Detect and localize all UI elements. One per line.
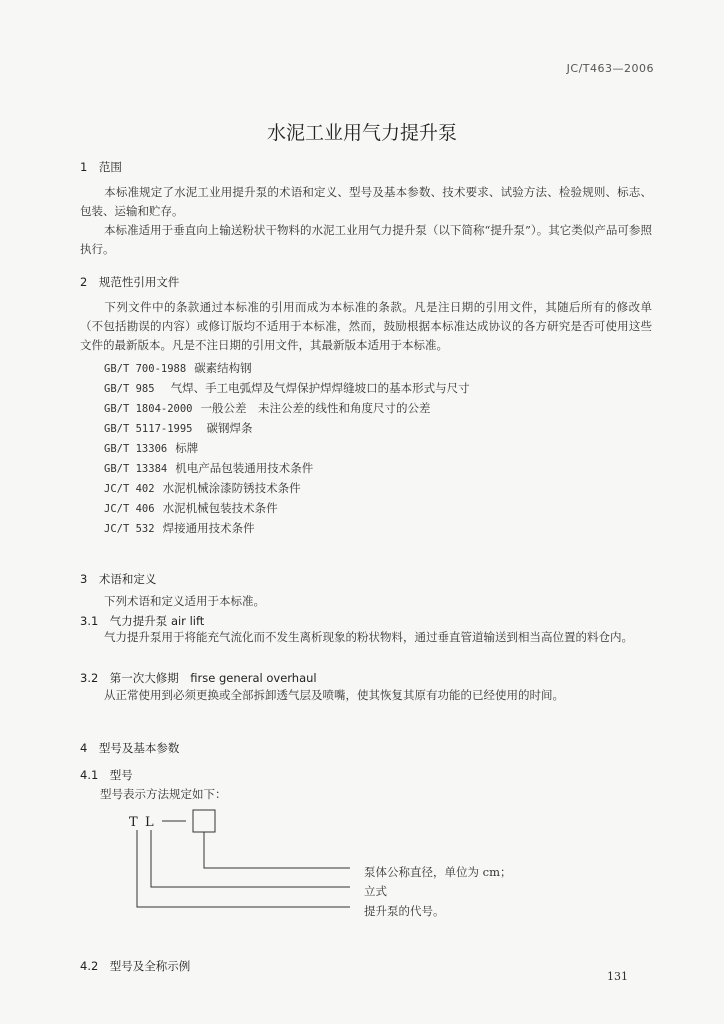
reference-title: 机电产品包装通用技术条件 — [175, 461, 314, 475]
reference-title: 气焊、手工电弧焊及气焊保护焊焊缝坡口的基本形式与尺寸 — [170, 381, 470, 395]
reference-code: GB/T 5117-1995 — [104, 423, 193, 435]
section-1-paragraph-2-text: 本标准适用于垂直向上输送粉状干物料的水泥工业用气力提升泵（以下简称“提升泵”）。其它类似产品可参照执行。 — [80, 223, 652, 256]
leader-line-vertical — [151, 830, 350, 887]
reference-title: 标牌 — [175, 441, 199, 455]
reference-code: GB/T 13306 — [104, 443, 168, 455]
reference-code: JC/T 406 — [104, 503, 155, 515]
reference-title: 水泥机械包装技术条件 — [162, 501, 278, 515]
reference-title: 碳素结构钢 — [194, 361, 252, 375]
diagram-label-code: 提升泵的代号。 — [364, 904, 445, 918]
diagram-label-diameter: 泵体公称直径，单位为 cm； — [364, 865, 512, 879]
reference-code: JC/T 532 — [104, 523, 155, 535]
term-3-2-heading: 3.2 第一次大修期 firse general overhaul — [80, 671, 317, 685]
section-2-paragraph-text: 下列文件中的条款通过本标准的引用而成为本标准的条款。凡是注日期的引用文件，其随后所有的修改单（不包括勘误的内容）或修订版均不适用于本标准，然而，鼓励根据本标准达成协议的各方研究是否可使用这些文件的最新版本。凡是不注日期的引用文件，其最新版本适用于本标准。 — [80, 300, 652, 352]
reference-title: 水泥机械涂漆防锈技术条件 — [162, 481, 301, 495]
reference-code: GB/T 700-1988 — [104, 363, 187, 375]
diameter-placeholder-box — [193, 810, 215, 832]
reference-title: 一般公差 未注公差的线性和角度尺寸的公差 — [200, 401, 431, 415]
section-4-1-text: 型号表示方法规定如下： — [100, 787, 227, 801]
term-3-1-heading: 3.1 气力提升泵 air lift — [80, 614, 205, 628]
term-3-2-definition: 从正常使用到必须更换或全部拆卸透气层及喷嘴，使其恢复其原有功能的已经使用的时间。 — [104, 688, 564, 702]
section-4-2-heading: 4.2 型号及全称示例 — [80, 959, 191, 973]
section-3-intro: 下列术语和定义适用于本标准。 — [104, 594, 265, 608]
page-title: 水泥工业用气力提升泵 — [266, 122, 457, 144]
leader-line-diameter — [204, 832, 350, 868]
section-1-heading: 1 范围 — [80, 160, 122, 174]
section-3-heading: 3 术语和定义 — [80, 572, 157, 586]
reference-code: GB/T 13384 — [104, 463, 168, 475]
term-3-1-definition-text: 气力提升泵用于将能充气流化而不发生离析现象的粉状物料，通过垂直管道输送到相当高位置的料仓内。 — [104, 630, 633, 644]
page-number: 131 — [607, 970, 628, 983]
diagram-label-vertical: 立式 — [364, 884, 387, 898]
diagram-letter-l: L — [145, 815, 154, 830]
section-2-heading: 2 规范性引用文件 — [80, 275, 180, 289]
document-code: JC/T463—2006 — [566, 62, 654, 75]
section-1-paragraph-1-text: 本标准规定了水泥工业用提升泵的术语和定义、型号及基本参数、技术要求、试验方法、检验规则、标志、包装、运输和贮存。 — [80, 185, 652, 218]
section-4-heading: 4 型号及基本参数 — [80, 741, 180, 755]
reference-code: GB/T 1804-2000 — [104, 403, 193, 415]
reference-code: JC/T 402 — [104, 483, 155, 495]
diagram-letter-t: T — [129, 815, 138, 830]
reference-title: 焊接通用技术条件 — [162, 521, 255, 535]
reference-code: GB/T 985 — [104, 383, 155, 395]
section-4-1-heading: 4.1 型号 — [80, 768, 133, 782]
reference-title: 碳钢焊条 — [206, 421, 253, 435]
